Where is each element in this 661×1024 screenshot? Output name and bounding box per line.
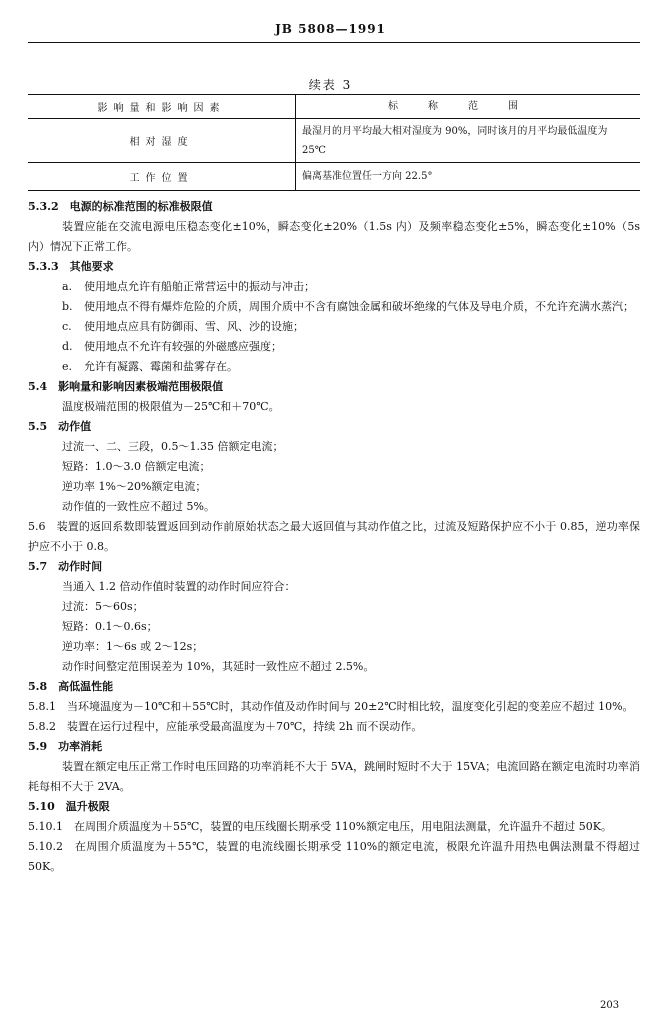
list-item-label: b.	[62, 300, 73, 313]
section-heading: 5.8 高低温性能	[28, 680, 114, 693]
list-item-label: d.	[62, 340, 73, 353]
list-item-text: 使用地点不得有爆炸危险的介质，周围介质中不含有腐蚀金属和破坏绝缘的气体及导电介质，不允许充满水蒸汽；	[84, 300, 634, 313]
list-item	[28, 317, 640, 337]
paragraph-line: 短路：0.1～0.6s；	[62, 620, 158, 633]
section-paragraph: 5.6 装置的返回系数即装置返回到动作前原始状态之最大返回值与其动作值之比，过流及短路保护应不小于 0.85，逆功率保护应不小于 0.8。	[28, 520, 640, 553]
paragraph: 装置应能在交流电源电压稳态变化±10%，瞬态变化±20%（1.5s 内）及频率稳态变化±5%，瞬态变化±10%（5s 内）情况下正常工作。	[28, 220, 640, 253]
column-header-range: 标称范围	[296, 95, 641, 119]
paragraph-line: 过流：5～60s；	[62, 600, 144, 613]
table-row	[28, 163, 640, 191]
section-paragraph: 5.8.1 当环境温度为－10℃和＋55℃时，其动作值及动作时间与 20±2℃时相比较，温度变化引起的变差应不超过 10%。	[28, 700, 634, 713]
section-heading: 5.3.2 电源的标准范围的标准极限值	[28, 200, 213, 213]
list-item	[28, 297, 640, 317]
table-row	[28, 119, 640, 163]
row-range: 偏离基准位置任一方向 22.5°	[296, 163, 641, 191]
paragraph-line: 逆功率 1%～20%额定电流；	[62, 480, 207, 493]
section-heading: 5.3.3 其他要求	[28, 260, 114, 273]
paragraph: 温度极端范围的极限值为－25℃和＋70℃。	[62, 400, 280, 413]
row-range: 最湿月的月平均最大相对湿度为 90%，同时该月的月平均最低温度为 25℃	[296, 119, 641, 163]
list-item-text: 允许有凝露、霉菌和盐雾存在。	[84, 360, 238, 373]
section-heading: 5.4 影响量和影响因素极端范围极限值	[28, 380, 224, 393]
list-item-label: a.	[62, 280, 73, 293]
section-heading: 5.5 动作值	[28, 420, 92, 433]
list-item-text: 使用地点应具有防御雨、雪、风、沙的设施；	[84, 320, 304, 333]
list-item-label: c.	[62, 320, 72, 333]
list-item-text: 使用地点允许有船舶正常营运中的振动与冲击；	[84, 280, 315, 293]
paragraph-line: 动作时间整定范围误差为 10%，其延时一致性应不超过 2.5%。	[62, 660, 375, 673]
list-item	[28, 337, 640, 357]
list-item	[28, 277, 640, 297]
document-header: JB 5808—1991	[275, 22, 386, 36]
row-factor: 工作位置	[28, 163, 296, 191]
section-heading: 5.7 动作时间	[28, 560, 103, 573]
section-heading: 5.9 功率消耗	[28, 740, 103, 753]
influence-table	[28, 94, 640, 191]
paragraph: 装置在额定电压正常工作时电压回路的功率消耗不大于 5VA，跳闸时短时不大于 15VA；电流回路在额定电流时功率消耗每相不大于 2VA。	[28, 760, 640, 793]
page-number: 203	[600, 1000, 620, 1011]
section-paragraph: 5.10.1 在周围介质温度为＋55℃，装置的电压线圈长期承受 110%额定电压，用电阻法测量，允许温升不超过 50K。	[28, 820, 612, 833]
paragraph-line: 逆功率：1～6s 或 2～12s；	[62, 640, 204, 653]
section-heading: 5.10 温升极限	[28, 800, 110, 813]
paragraph-line: 短路：1.0～3.0 倍额定电流；	[62, 460, 211, 473]
paragraph-line: 当通入 1.2 倍动作值时装置的动作时间应符合：	[62, 580, 296, 593]
list-item	[28, 357, 640, 377]
column-header-factor: 影响量和影响因素	[28, 95, 296, 119]
section-paragraph: 5.8.2 装置在运行过程中，应能承受最高温度为＋70℃，持续 2h 而不误动作。	[28, 720, 423, 733]
paragraph-line: 动作值的一致性应不超过 5%。	[62, 500, 215, 513]
row-factor: 相对湿度	[28, 119, 296, 163]
section-paragraph: 5.10.2 在周围介质温度为＋55℃，装置的电流线圈长期承受 110%的额定电流，极限允许温升用热电偶法测量不得超过 50K。	[28, 840, 640, 873]
table-header-row	[28, 95, 640, 119]
document-body	[28, 197, 640, 877]
paragraph-line: 过流一、二、三段，0.5～1.35 倍额定电流；	[62, 440, 284, 453]
list-item-label: e.	[62, 360, 73, 373]
table-caption: 续表 3	[308, 78, 353, 92]
header-rule	[28, 42, 640, 43]
list-item-text: 使用地点不允许有较强的外磁感应强度；	[84, 340, 282, 353]
